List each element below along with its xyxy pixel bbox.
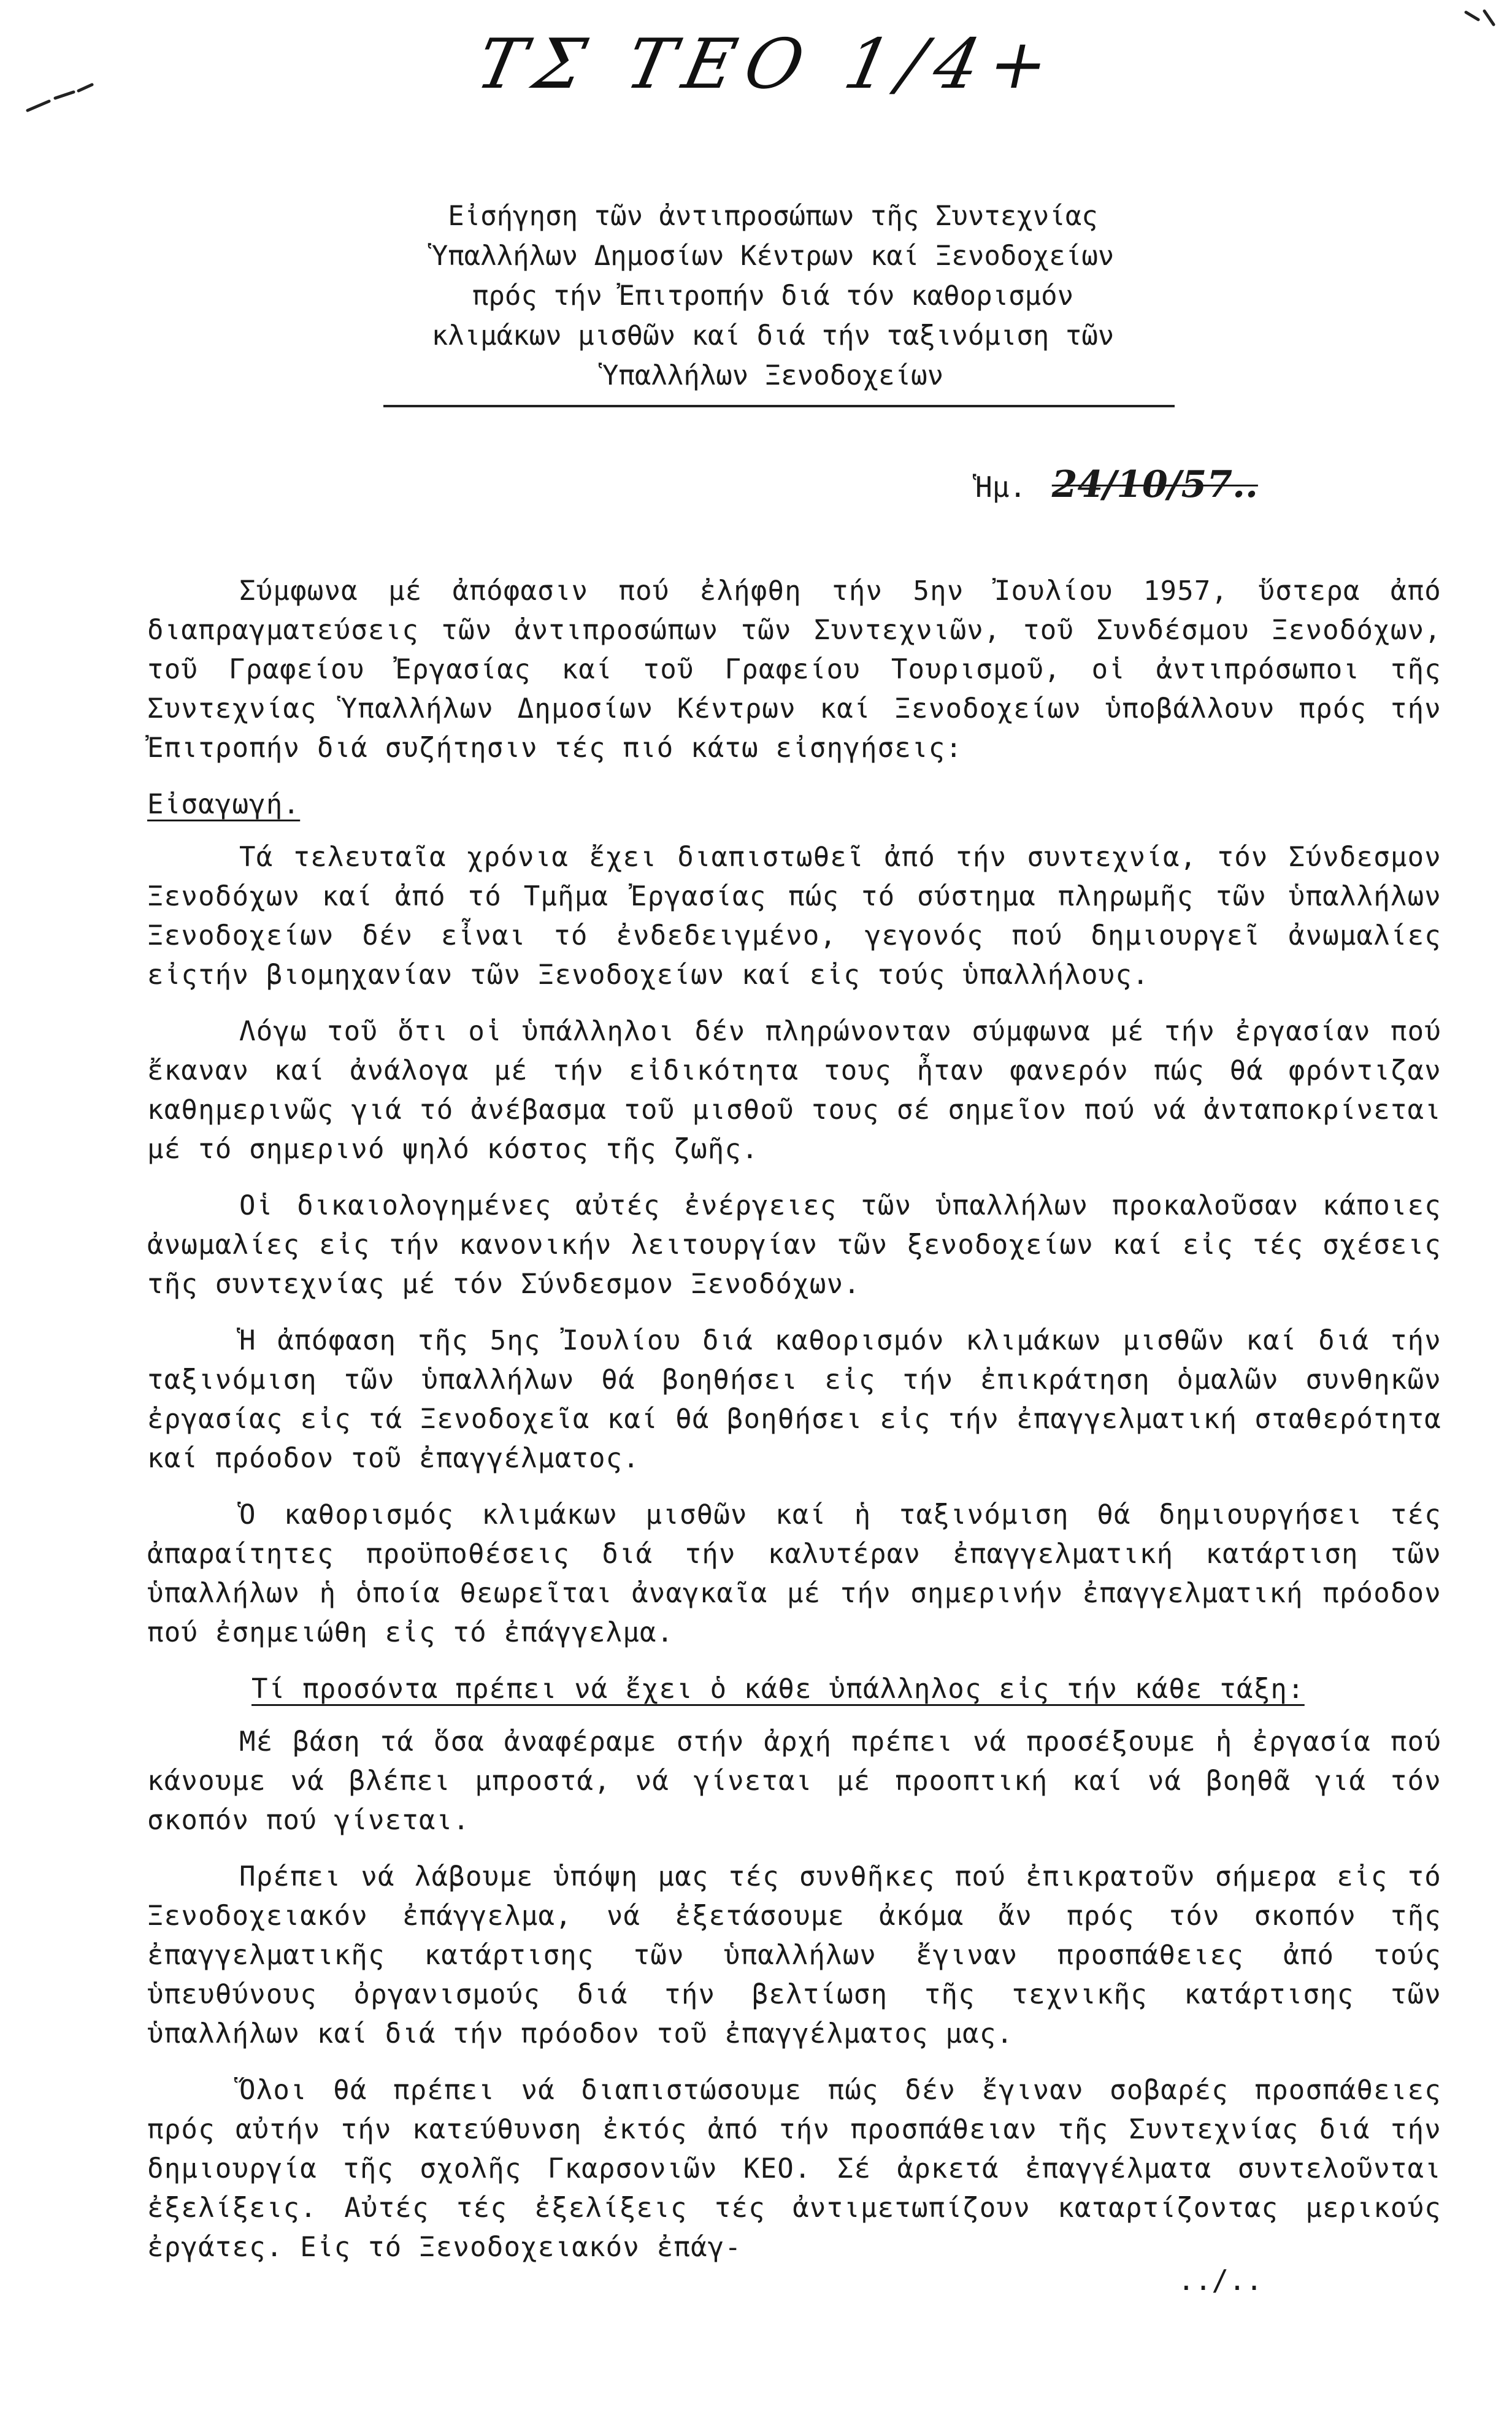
document-heading — [368, 196, 1178, 396]
body-paragraph: Ἡ ἀπόφαση τῆς 5ης Ἰουλίου διά καθορισμόν κλιμάκων μισθῶν καί διά τήν ταξινόμιση τῶν ὑπαλλήλων θά βοηθήσει εἰς τήν ἐπικράτηση ὁμαλῶν συνθηκῶν ἐργασίας εἰς τά Ξενοδοχεῖα καί θά βοηθήσει εἰς τήν ἐπαγγελματική σταθερότητα καί πρόοδον τοῦ ἐπαγγέλματος. — [147, 1325, 1441, 1474]
heading-line: Εἰσήγηση τῶν ἀντιπροσώπων τῆς Συντεχνίας — [448, 201, 1098, 232]
document-body — [147, 572, 1441, 2284]
body-paragraph: Μέ βάση τά ὅσα ἀναφέραμε στήν ἀρχή πρέπει νά προσέξουμε ἡ ἐργασία πού κάνουμε νά βλέπει μπροστά, νά γίνεται μέ προοπτική καί νά βοηθᾶ γιά τόν σκοπόν πού γίνεται. — [147, 1726, 1441, 1836]
date-line — [975, 463, 1258, 506]
heading-line: Ὑπαλλήλων Δημοσίων Κέντρων καί Ξενοδοχείων — [431, 240, 1115, 272]
date-label: Ἡμ. — [975, 471, 1027, 504]
intro-paragraph: Σύμφωνα μέ ἀπόφασιν πού ἐλήφθη τήν 5ην Ἰουλίου 1957, ὕστερα ἀπό διαπραγματεύσεις τῶν ἀντιπροσώπων τῶν Συντεχνιῶν, τοῦ Συνδέσμου Ξενοδόχων, τοῦ Γραφείου Ἐργασίας καί τοῦ Γραφείου Τουρισμοῦ, οἱ ἀντιπρόσωποι τῆς Συντεχνίας Ὑπαλλήλων Δημοσίων Κέντρων καί Ξενοδοχείων ὑποβάλλουν πρός τήν Ἐπιτροπήν διά συζήτησιν τές πιό κάτω εἰσηγήσεις: — [147, 575, 1441, 764]
heading-divider — [383, 405, 1175, 407]
handwritten-date: 24/10/57.. — [1051, 463, 1258, 506]
body-paragraph: Τά τελευταῖα χρόνια ἔχει διαπιστωθεῖ ἀπό τήν συντεχνία, τόν Σύνδεσμον Ξενοδόχων καί ἀπό τό Τμῆμα Ἐργασίας πώς τό σύστημα πληρωμῆς τῶν ὑπαλλήλων Ξενοδοχείων δέν εἶναι τό ἐνδεδειγμένο, γεγονός πού δημιουργεῖ ἀνωμαλίες εἰςτήν βιομηχανίαν τῶν Ξενοδοχείων καί εἰς τούς ὑπαλλήλους. — [147, 842, 1441, 991]
body-paragraph: Ὅλοι θά πρέπει νά διαπιστώσουμε πώς δέν ἔγιναν σοβαρές προσπάθειες πρός αὐτήν τήν κατεύθυνση ἐκτός ἀπό τήν προσπάθειαν τῆς Συντεχνίας διά τήν δημιουργία τῆς σχολῆς Γκαρσονιῶν ΚΕΟ. Σέ ἀρκετά ἐπαγγέλματα συντελοῦνται ἐξελίξεις. Αὐτές τές ἐξελίξεις τές ἀντιμετωπίζουν καταρτίζοντας μερικούς ἐργάτες. Εἰς τό Ξενοδοχειακόν ἐπάγ- — [147, 2075, 1441, 2263]
pen-stroke-mark — [25, 67, 98, 117]
heading-line: Ὑπαλλήλων Ξενοδοχείων — [602, 360, 944, 391]
heading-line: κλιμάκων μισθῶν καί διά τήν ταξινόμιση τῶν — [431, 320, 1115, 351]
pen-stroke-mark — [1460, 6, 1503, 43]
section-heading-introduction: Εἰσαγωγή. — [147, 789, 301, 820]
body-paragraph: Λόγω τοῦ ὅτι οἱ ὑπάλληλοι δέν πληρώνονταν σύμφωνα μέ τήν ἐργασίαν πού ἔκαναν καί ἀνάλογα μέ τήν εἰδικότητα τους ἦταν φανερόν πώς θά φρόντιζαν καθημερινῶς γιά τό ἀνέβασμα τοῦ μισθοῦ τους σέ σημεῖον πού νά ἀνταποκρίνεται μέ τό σημερινό ψηλό κόστος τῆς ζωῆς. — [147, 1016, 1441, 1165]
heading-line: πρός τήν Ἐπιτροπήν διά τόν καθορισμόν — [472, 280, 1074, 312]
handwritten-reference: ΤΣ ΤΕΟ 1/4+ — [470, 25, 1067, 104]
body-paragraph: Οἱ δικαιολογημένες αὐτές ἐνέργειες τῶν ὑπαλλήλων προκαλοῦσαν κάποιες ἀνωμαλίες εἰς τήν κανονικήν λειτουργίαν τῶν ξενοδοχείων καί εἰς τές σχέσεις τῆς συντεχνίας μέ τόν Σύνδεσμον Ξενοδόχων. — [147, 1190, 1441, 1300]
page-continuation-mark: ../.. — [1178, 2264, 1263, 2297]
body-paragraph: Πρέπει νά λάβουμε ὑπόψη μας τές συνθῆκες πού ἐπικρατοῦν σήμερα εἰς τό Ξενοδοχειακόν ἐπάγγελμα, νά ἐξετάσουμε ἀκόμα ἄν πρός τόν σκοπόν τῆς ἐπαγγελματικῆς κατάρτισης τῶν ὑπαλλήλων ἔγιναν προσπάθειες ἀπό τούς ὑπευθύνους ὀργανισμούς διά τήν βελτίωση τῆς τεχνικῆς κατάρτισης τῶν ὑπαλλήλων καί διά τήν πρόοδον τοῦ ἐπαγγέλματος μας. — [147, 1861, 1441, 2049]
section-heading-qualifications: Τί προσόντα πρέπει νά ἔχει ὁ κάθε ὑπάλληλος εἰς τήν κάθε τάξη: — [251, 1673, 1305, 1705]
body-paragraph: Ὁ καθορισμός κλιμάκων μισθῶν καί ἡ ταξινόμιση θά δημιουργήσει τές ἀπαραίτητες προϋποθέσεις διά τήν καλυτέραν ἐπαγγελματική κατάρτιση τῶν ὑπαλλήλων ἡ ὁποία θεωρεῖται ἀναγκαῖα μέ τήν σημερινήν ἐπαγγελματική πρόοδον πού ἐσημειώθη εἰς τό ἐπάγγελμα. — [147, 1499, 1441, 1648]
